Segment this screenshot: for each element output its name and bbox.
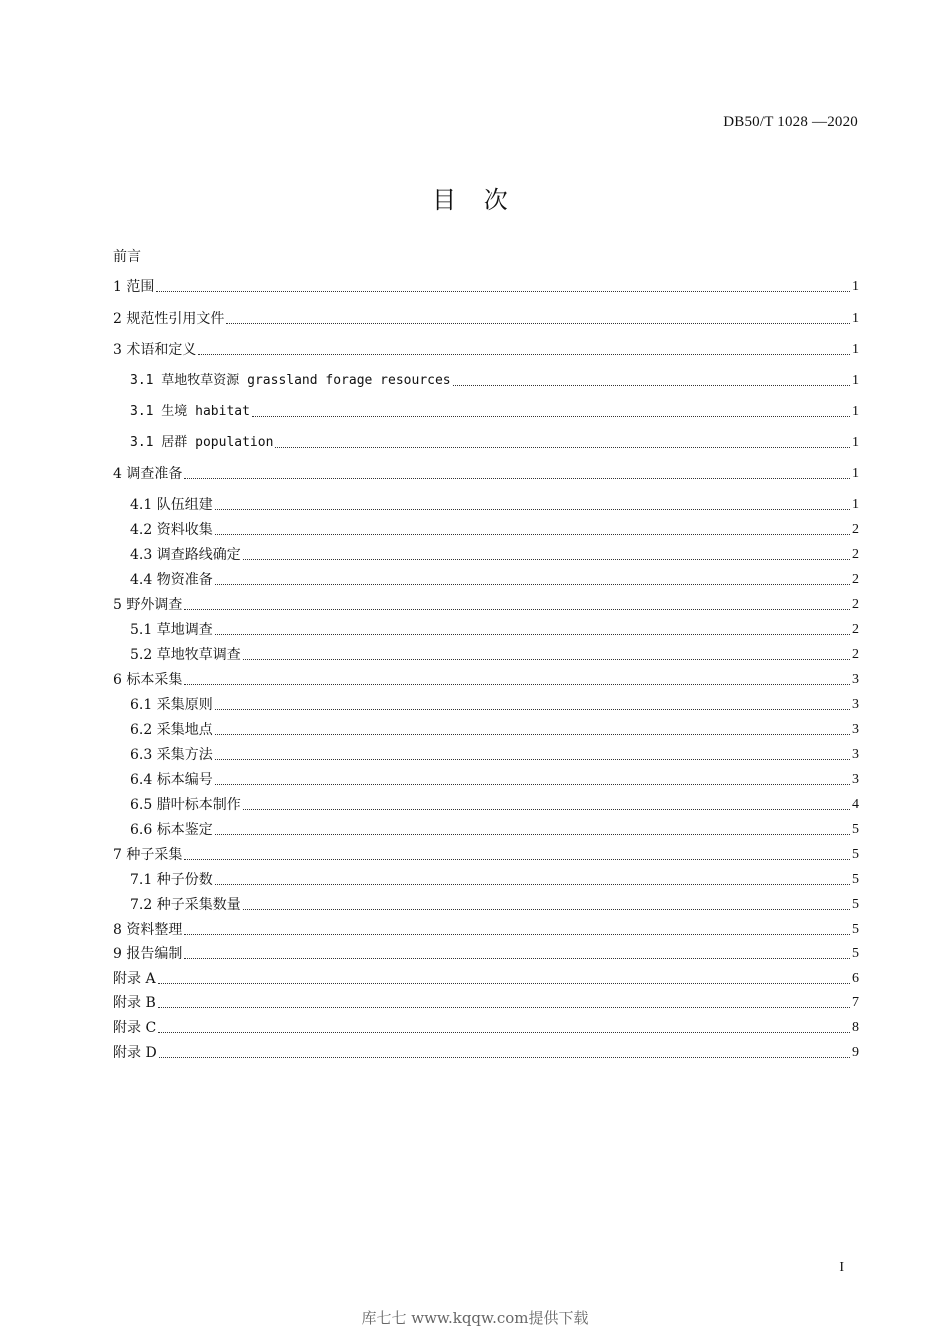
toc-entry[interactable] bbox=[130, 520, 859, 540]
toc-entry[interactable] bbox=[113, 944, 859, 964]
toc-entry-label: 6 标本采集 bbox=[113, 672, 183, 688]
toc-dot-leader bbox=[215, 884, 850, 885]
toc-dot-leader bbox=[453, 385, 850, 386]
toc-entry-page: 5 bbox=[852, 822, 859, 837]
toc-entry-label: 2 规范性引用文件 bbox=[113, 311, 225, 327]
toc-entry-page: 5 bbox=[852, 946, 859, 961]
toc-entry[interactable] bbox=[130, 570, 859, 590]
toc-entry-label: 5 野外调查 bbox=[113, 597, 183, 613]
toc-dot-leader bbox=[158, 1007, 850, 1008]
toc-entry-label: 6.1 采集原则 bbox=[130, 697, 213, 713]
toc-entry[interactable] bbox=[113, 1018, 859, 1038]
toc-entry-label: 5.2 草地牧草调查 bbox=[130, 647, 241, 663]
toc-entry-label: 9 报告编制 bbox=[113, 946, 183, 962]
toc-entry-label: 5.1 草地调查 bbox=[130, 622, 213, 638]
toc-dot-leader bbox=[184, 958, 850, 959]
toc-dot-leader bbox=[158, 983, 850, 984]
toc-dot-leader bbox=[159, 1057, 850, 1058]
toc-entry[interactable] bbox=[130, 645, 859, 665]
toc-entry[interactable] bbox=[130, 371, 859, 391]
toc-dot-leader bbox=[215, 534, 850, 535]
toc-entry[interactable] bbox=[130, 620, 859, 640]
toc-entry-label: 6.6 标本鉴定 bbox=[130, 822, 213, 838]
toc-entry-label: 6.2 采集地点 bbox=[130, 722, 213, 738]
toc-entry-label: 7.2 种子采集数量 bbox=[130, 897, 241, 913]
toc-dot-leader bbox=[184, 684, 850, 685]
toc-dot-leader bbox=[215, 784, 850, 785]
toc-entry-label: 附录 C bbox=[113, 1020, 157, 1036]
toc-entry-label: 8 资料整理 bbox=[113, 922, 183, 938]
toc-dot-leader bbox=[215, 759, 850, 760]
toc-title: 目 次 bbox=[432, 186, 518, 214]
toc-entry-page: 2 bbox=[852, 522, 859, 537]
toc-entry-page: 3 bbox=[852, 772, 859, 787]
toc-dot-leader bbox=[252, 416, 850, 417]
toc-entry-page: 5 bbox=[852, 847, 859, 862]
toc-entry[interactable] bbox=[113, 920, 859, 940]
toc-entry[interactable] bbox=[130, 870, 859, 890]
toc-entry-page: 2 bbox=[852, 572, 859, 587]
toc-entry[interactable] bbox=[130, 545, 859, 565]
toc-entry-label: 3.1 居群 population bbox=[130, 435, 274, 450]
toc-dot-leader bbox=[215, 834, 850, 835]
toc-entry-label: 6.4 标本编号 bbox=[130, 772, 213, 788]
page-number: I bbox=[839, 1260, 844, 1275]
toc-entry-page: 3 bbox=[852, 697, 859, 712]
toc-entry[interactable] bbox=[130, 433, 859, 453]
toc-entry[interactable] bbox=[113, 595, 859, 615]
toc-entry-page: 1 bbox=[852, 311, 859, 326]
toc-dot-leader bbox=[243, 909, 850, 910]
toc-entry-label: 4.2 资料收集 bbox=[130, 522, 213, 538]
toc-entry[interactable] bbox=[113, 969, 859, 989]
toc-dot-leader bbox=[158, 1032, 850, 1033]
toc-entry-page: 7 bbox=[852, 995, 859, 1010]
toc-entry[interactable] bbox=[130, 695, 859, 715]
toc-entry[interactable] bbox=[113, 464, 859, 484]
toc-entry[interactable] bbox=[130, 402, 859, 422]
toc-entry-page: 1 bbox=[852, 466, 859, 481]
toc-entry-label: 4 调查准备 bbox=[113, 466, 183, 482]
toc-entry-label: 4.4 物资准备 bbox=[130, 572, 213, 588]
toc-dot-leader bbox=[215, 634, 850, 635]
toc-entry-label: 3.1 草地牧草资源 grassland forage resources bbox=[130, 373, 451, 388]
toc-dot-leader bbox=[215, 734, 850, 735]
toc-entry-page: 1 bbox=[852, 435, 859, 450]
document-code: DB50/T 1028 —2020 bbox=[723, 114, 858, 130]
toc-entry-page: 1 bbox=[852, 279, 859, 294]
toc-entry[interactable] bbox=[130, 770, 859, 790]
toc-entry-page: 4 bbox=[852, 797, 859, 812]
toc-entry-label: 4.3 调查路线确定 bbox=[130, 547, 241, 563]
toc-entry-label: 6.5 腊叶标本制作 bbox=[130, 797, 241, 813]
toc-entry-page: 5 bbox=[852, 872, 859, 887]
toc-entry[interactable] bbox=[113, 1043, 859, 1063]
toc-entry-page: 2 bbox=[852, 647, 859, 662]
toc-dot-leader bbox=[215, 509, 850, 510]
toc-entry-label: 7.1 种子份数 bbox=[130, 872, 213, 888]
toc-entry-label: 6.3 采集方法 bbox=[130, 747, 213, 763]
toc-dot-leader bbox=[215, 709, 850, 710]
toc-entry-page: 2 bbox=[852, 597, 859, 612]
toc-entry[interactable] bbox=[113, 845, 859, 865]
toc-entry[interactable] bbox=[113, 277, 859, 297]
toc-entry-label: 附录 D bbox=[113, 1045, 157, 1061]
toc-item-foreword[interactable]: 前言 bbox=[113, 249, 141, 265]
toc-entry-page: 1 bbox=[852, 497, 859, 512]
toc-entry-page: 1 bbox=[852, 342, 859, 357]
toc-entry[interactable] bbox=[113, 340, 859, 360]
toc-dot-leader bbox=[243, 559, 850, 560]
toc-dot-leader bbox=[184, 478, 850, 479]
toc-entry-page: 6 bbox=[852, 971, 859, 986]
toc-dot-leader bbox=[275, 447, 850, 448]
toc-entry-label: 3 术语和定义 bbox=[113, 342, 197, 358]
toc-entry-page: 9 bbox=[852, 1045, 859, 1060]
toc-entry[interactable] bbox=[130, 895, 859, 915]
toc-entry-page: 2 bbox=[852, 622, 859, 637]
toc-dot-leader bbox=[156, 291, 850, 292]
toc-entry-label: 附录 A bbox=[113, 971, 156, 987]
toc-entry-page: 1 bbox=[852, 404, 859, 419]
toc-entry[interactable] bbox=[113, 670, 859, 690]
toc-entry-page: 3 bbox=[852, 672, 859, 687]
toc-entry-page: 1 bbox=[852, 373, 859, 388]
toc-dot-leader bbox=[215, 584, 850, 585]
toc-entry-label: 3.1 生境 habitat bbox=[130, 404, 250, 419]
toc-dot-leader bbox=[198, 354, 850, 355]
toc-dot-leader bbox=[184, 609, 850, 610]
toc-dot-leader bbox=[243, 659, 850, 660]
toc-entry-page: 3 bbox=[852, 747, 859, 762]
toc-entry-page: 3 bbox=[852, 722, 859, 737]
toc-dot-leader bbox=[184, 934, 850, 935]
toc-entry[interactable] bbox=[130, 820, 859, 840]
toc-entry[interactable] bbox=[113, 309, 859, 329]
toc-dot-leader bbox=[243, 809, 850, 810]
footer-watermark: 库七七 www.kqqw.com提供下载 bbox=[361, 1309, 589, 1327]
toc-entry-label: 7 种子采集 bbox=[113, 847, 183, 863]
toc-entry-label: 4.1 队伍组建 bbox=[130, 497, 213, 513]
toc-entry-label: 附录 B bbox=[113, 995, 156, 1011]
toc-entry-label: 1 范围 bbox=[113, 279, 155, 295]
toc-entry[interactable] bbox=[130, 745, 859, 765]
toc-entry[interactable] bbox=[130, 795, 859, 815]
toc-entry-page: 8 bbox=[852, 1020, 859, 1035]
toc-entry[interactable] bbox=[130, 720, 859, 740]
toc-entry[interactable] bbox=[130, 495, 859, 515]
toc-entry-page: 2 bbox=[852, 547, 859, 562]
toc-entry-page: 5 bbox=[852, 922, 859, 937]
toc-dot-leader bbox=[184, 859, 850, 860]
toc-entry[interactable] bbox=[113, 993, 859, 1013]
toc-dot-leader bbox=[226, 323, 850, 324]
toc-entry-page: 5 bbox=[852, 897, 859, 912]
